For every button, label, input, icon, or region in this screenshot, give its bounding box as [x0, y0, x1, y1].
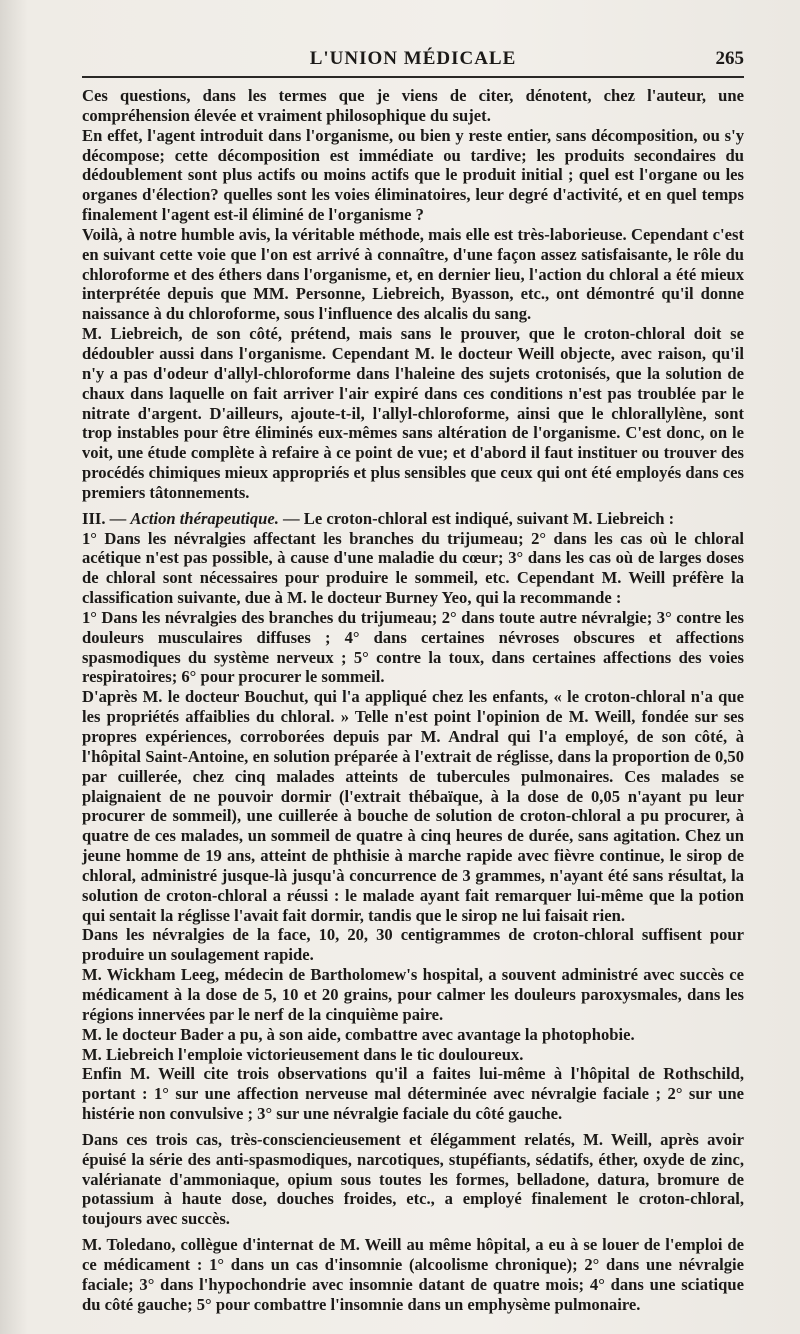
paragraph: Ces questions, dans les termes que je viens de citer, dénotent, chez l'auteur, une compréhension élevée et vraiment philosophique du sujet. [82, 86, 744, 125]
paragraph: M. Wickham Leeg, médecin de Bartholomew's hospital, a souvent administré avec succès ce médicament à la dose de 5, 10 et 20 grains, pour calmer les douleurs paroxysmales, dans les régions innervées par le nerf de la cinquième paire. [82, 965, 744, 1024]
page-header [82, 46, 744, 78]
page-number: 265 [715, 48, 744, 69]
section-title: Action thérapeutique. [130, 508, 279, 528]
section-number: III. — [82, 508, 127, 528]
paragraph: M. le docteur Bader a pu, à son aide, combattre avec avantage la photophobie. [82, 1024, 635, 1044]
paragraph: En effet, l'agent introduit dans l'organisme, ou bien y reste entier, sans décomposition, ou s'y décompose; cette décomposition est immédiate ou tardive; les produits secondaires du dédoublement sont plus actifs ou moins actifs que le produit initial ; quel est l'organe ou les organes d'élection? quelles sont les voies éliminatoires, leur degré d'activité, et en quel temps finalement l'agent est-il éliminé de l'organisme ? [82, 125, 744, 225]
article-body [82, 86, 744, 1314]
paragraph: M. Liebreich l'emploie victorieusement dans le tic douloureux. [82, 1044, 524, 1064]
paragraph: Enfin M. Weill cite trois observations qu'il a faites lui-même à l'hôpital de Rothschild, portant : 1° sur une affection nerveuse mal déterminée avec névralgie faciale ; 2° sur une histérie non convulsive ; 3° sur une névralgie faciale du côté gauche. [82, 1064, 744, 1124]
running-title: L'UNION MÉDICALE [309, 48, 517, 69]
paragraph: Dans les névralgies de la face, 10, 20, 30 centigrammes de croton-chloral suffisent pour produire un soulagement rapide. [82, 925, 744, 965]
paragraph: M. Toledano, collègue d'internat de M. Weill au même hôpital, a eu à se louer de l'emploi de ce médicament : 1° dans un cas d'insomnie (alcoolisme chronique); 2° dans une névralgie faciale; 3° dans l'hypochondrie avec insomnie datant de quatre mois; 4° dans une sciatique du côté gauche; 5° pour combattre l'insomnie dans un emphysème pulmonaire. [82, 1235, 744, 1314]
section-heading [82, 509, 744, 529]
paragraph: D'après M. le docteur Bouchut, qui l'a appliqué chez les enfants, « le croton-chloral n'a que les propriétés affaiblies du chloral. » Telle n'est point l'opinion de M. Weill, fondée sur ses propres expériences, corroborées depuis par M. Andral qui l'a employé, de son côté, à l'hôpital Saint-Antoine, en solution préparée à l'extrait de réglisse, dans la proportion de 0,50 par cuillerée, chez cinq malades atteints de tubercules pulmonaires. Ces malades se plaignaient de ne pouvoir dormir (l'extrait thébaïque, à la dose de 0,05 n'ayant pu leur procurer de sommeil), une cuillerée à bouche de solution de croton-chloral a pu procurer, à quatre de ces malades, un sommeil de quatre à cinq heures de durée, sans agitation. Chez un jeune homme de 19 ans, atteint de phthisie à marche rapide avec fièvre continue, le sirop de chloral, administré jusque-là jusqu'à concurrence de 3 grammes, n'ayant été sans résultat, la solution de croton-chloral a réussi : le malade ayant fait remarquer lui-même que la potion qui sentait la réglisse l'avait fait dormir, tandis que le sirop ne lui faisait rien. [82, 687, 744, 925]
paragraph: M. Liebreich, de son côté, prétend, mais sans le prouver, que le croton-chloral doit se dédoubler aussi dans l'organisme. Cependant M. le docteur Weill objecte, avec raison, qu'il n'y a pas d'odeur d'allyl-chloroforme dans l'haleine des sujets crotonisés, que la solution de chaux dans laquelle on fait arriver l'air expiré dans ces conditions n'est pas troublée par le nitrate d'argent. D'ailleurs, ajoute-t-il, l'allyl-chloroforme, ainsi que le chlorallylène, sont trop instables pour être éliminés eux-mêmes sans altération de l'organisme. C'est donc, on le voit, une étude complète à refaire à ce point de vue; et d'abord il faut instituer ou trouver des procédés chimiques mieux appropriés et plus sensibles que ceux qui ont été employés dans ces premiers tâtonnements. [82, 324, 744, 502]
paragraph: 1° Dans les névralgies des branches du trijumeau; 2° dans toute autre névralgie; 3° contre les douleurs musculaires diffuses ; 4° dans certaines névroses obscures et affections spasmodiques du système nerveux ; 5° contre la toux, dans certaines affections des voies respiratoires; 6° pour procurer le sommeil. [82, 607, 744, 687]
paragraph: Voilà, à notre humble avis, la véritable méthode, mais elle est très-laborieuse. Cependant c'est en suivant cette voie que l'on est arrivé à connaître, d'une façon assez satisfaisante, le rôle du chloroforme et des éthers dans l'organisme, et, en dernier lieu, l'action du chloral a été mieux interprétée depuis que MM. Personne, Liebreich, Byasson, etc., ont démontré qu'il donne naissance à du chloroforme, sous l'influence des alcalis du sang. [82, 224, 744, 324]
section-text: — Le croton-chloral est indiqué, suivant M. Liebreich : [283, 508, 675, 528]
paragraph: Dans ces trois cas, très-consciencieusement et élégamment relatés, M. Weill, après avoir épuisé la série des anti-spasmodiques, narcotiques, stupéfiants, sédatifs, éther, oxyde de zinc, valérianate d'ammoniaque, opium sous toutes les formes, belladone, datura, bromure de potassium à haute dose, douches froides, etc., a employé finalement le croton-chloral, toujours avec succès. [82, 1129, 744, 1229]
paragraph: 1° Dans les névralgies affectant les branches du trijumeau; 2° dans les cas où le chloral acétique n'est pas possible, à cause d'une maladie du cœur; 3° dans les cas où de larges doses de chloral sont nécessaires pour produire le sommeil, etc. Cependant M. Weill préfère la classification suivante, due à M. le docteur Burney Yeo, qui la recommande : [82, 528, 744, 608]
